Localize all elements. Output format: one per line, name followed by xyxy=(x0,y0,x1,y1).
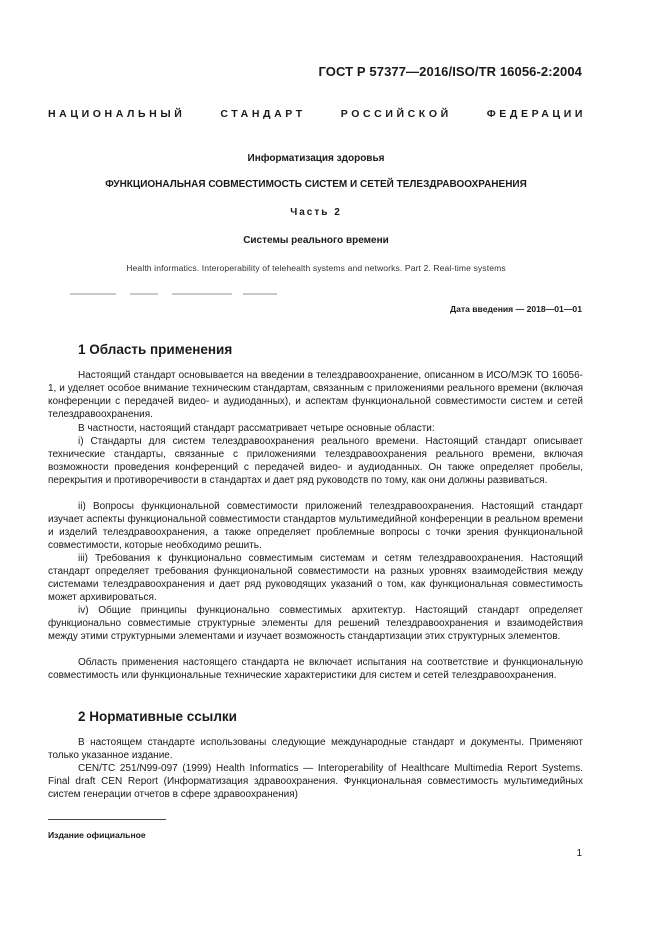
subtitle: Системы реального времени xyxy=(243,235,389,246)
paragraph: Область применения настоящего стандарта не включает испытания на соответствие и функциональную совместимость или функциональные технические характеристики для систем и сетей телездравоохранения. xyxy=(48,657,583,681)
list-item: iii) Требования к функционально совместимым системам и сетям телездравоохранения. Настоящий стандарт определяет требования функциональной совместимости на разных уровнях взаимодействия между системами телездравоохранения и дает ряд руководящих указаний о том, как функциональная совместимость может архивироваться. xyxy=(48,553,583,603)
national-standard-banner: НАЦИОНАЛЬНЫЙ СТАНДАРТ РОССИЙСКОЙ ФЕДЕРАЦИИ xyxy=(48,108,586,120)
page-number: 1 xyxy=(576,848,582,859)
part-label: Часть 2 xyxy=(290,207,342,218)
list-item: i) Стандарты для систем телездравоохранения реального времени. Настоящий стандарт описывает технические стандарты, связанные с приложениями телездравоохранения реального времени, включая возможности проведения конференций с передачей видео- и аудиоданных. Он также определяет пробелы, перекрытия и противоречивости в стандартах и дает ряд руководств по тому, как они должны развиваться. xyxy=(48,436,583,486)
list-item: ii) Вопросы функциональной совместимости приложений телездравоохранения. Настоящий стандарт изучает аспекты функциональной совместимости стандартов мультимедийной конференции в реальном времени и изделий телездравоохранения, а также определяет проблемные вопросы с точки зрения функциональной совместимости, которые необходимо решить. xyxy=(48,501,583,551)
scan-artifact xyxy=(243,293,277,295)
introduction-date: Дата введения — 2018—01—01 xyxy=(449,304,582,314)
list-item: iv) Общие принципы функционально совместимых архитектур. Настоящий стандарт определяет функционально совместимые структурные элементы для решений телездравоохранения и взаимодействия между этими структурными элементами и изучает возможность стандартизации этих структурных элементов. xyxy=(48,605,583,642)
english-title: Health informatics. Interoperability of telehealth systems and networks. Part 2. Real-time systems xyxy=(126,263,506,273)
paragraph: Настоящий стандарт основывается на введении в телездравоохранение, описанном в ИСО/МЭК ТО 16056-1, и уделяет особое внимание техническим стандартам, связанным с приложениями реального времени (включая конференции с передачей видео- и аудиоданных), и аспектам функциональной совместимости систем и сетей телездравоохранения. xyxy=(48,370,583,420)
scan-artifact xyxy=(70,293,116,295)
paragraph: CEN/TC 251/N99-097 (1999) Health Informatics — Interoperability of Healthcare Multimedia Report Systems. Final draft CEN Report (Информатизация здравоохранения. Функциональная совместимость мультимедийных систем генерации отчетов в сфере здравоохранения) xyxy=(48,763,583,800)
section-2-heading: 2 Нормативные ссылки xyxy=(78,709,237,724)
document-code: ГОСТ Р 57377—2016/ISO/TR 16056-2:2004 xyxy=(318,64,582,79)
paragraph: В частности, настоящий стандарт рассматривает четыре основные области: xyxy=(78,423,435,434)
section-1-heading: 1 Область применения xyxy=(78,342,233,357)
paragraph: В настоящем стандарте использованы следующие международные стандарт и документы. Применяют только указанное издание. xyxy=(48,737,583,761)
scan-artifact xyxy=(172,293,232,295)
main-title: ФУНКЦИОНАЛЬНАЯ СОВМЕСТИМОСТЬ СИСТЕМ И СЕТЕЙ ТЕЛЕЗДРАВООХРАНЕНИЯ xyxy=(105,179,527,190)
edition-label: Издание официальное xyxy=(48,830,146,840)
subject-title: Информатизация здоровья xyxy=(247,153,385,164)
footer-rule xyxy=(48,819,166,820)
scan-artifact xyxy=(130,293,158,295)
